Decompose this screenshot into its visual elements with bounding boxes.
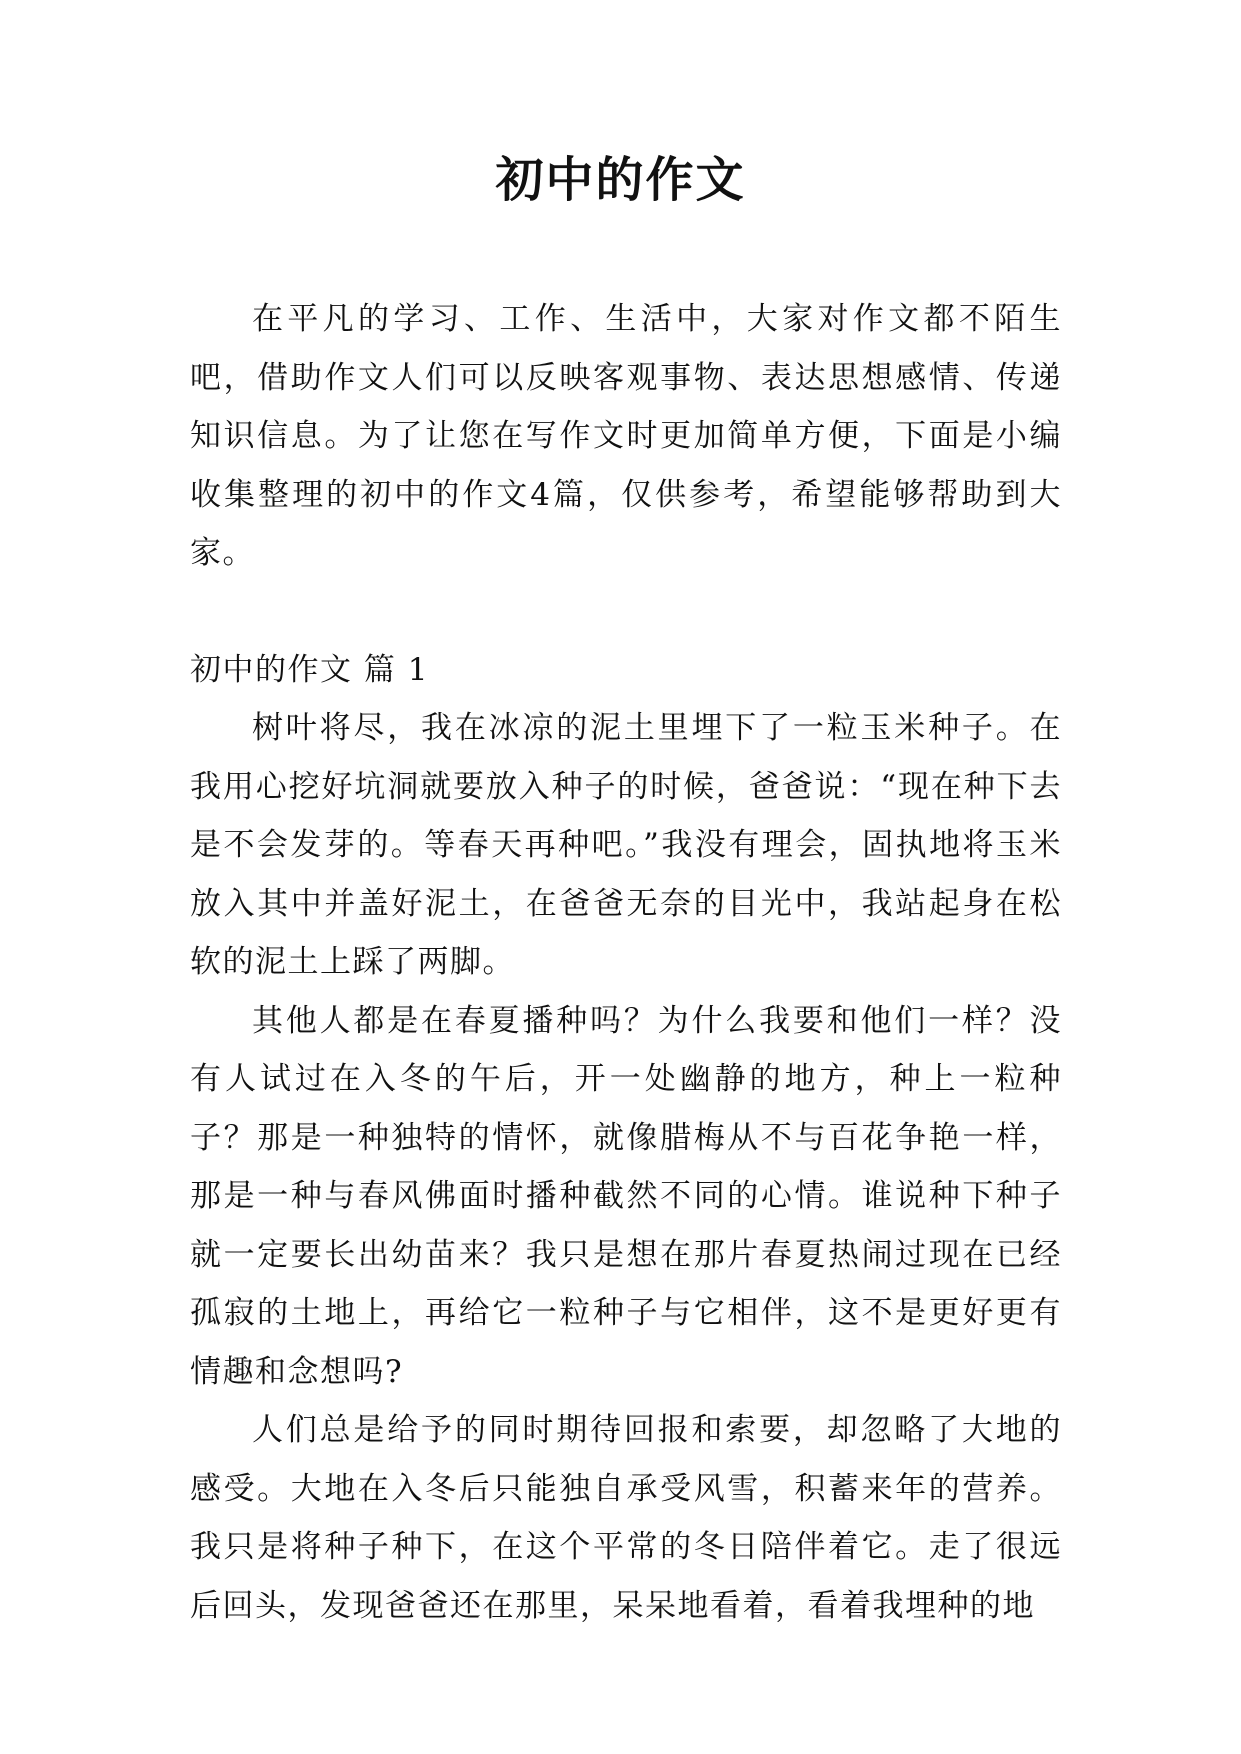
section-heading: 初中的作文 篇 1 xyxy=(190,651,429,688)
intro-paragraph: 在平凡的学习、工作、生活中，大家对作文都不陌生吧，借助作文人们可以反映客观事物、表达思想感情、传递知识信息。为了让您在写作文时更加简单方便，下面是小编收集整理的初中的作文4篇，仅供参考，希望能够帮助到大家。 xyxy=(190,301,1062,571)
document-title: 初中的作文 xyxy=(495,152,746,208)
document-body xyxy=(190,290,1062,1635)
body-paragraph-1: 树叶将尽，我在冰凉的泥土里埋下了一粒玉米种子。在我用心挖好坑洞就要放入种子的时候，爸爸说：“现在种下去是不会发芽的。等春天再种吧。”我没有理会，固执地将玉米放入其中并盖好泥土，在爸爸无奈的目光中，我站起身在松软的泥土上踩了两脚。 xyxy=(190,710,1062,980)
body-paragraph-3: 人们总是给予的同时期待回报和索要，却忽略了大地的感受。大地在入冬后只能独自承受风雪，积蓄来年的营养。我只是将种子种下，在这个平常的冬日陪伴着它。走了很远后回头，发现爸爸还在那里，呆呆地看着，看着我埋种的地 xyxy=(190,1412,1062,1624)
body-paragraph-2: 其他人都是在春夏播种吗？为什么我要和他们一样？没有人试过在入冬的午后，开一处幽静的地方，种上一粒种子？那是一种独特的情怀，就像腊梅从不与百花争艳一样，那是一种与春风佛面时播种截然不同的心情。谁说种下种子就一定要长出幼苗来？我只是想在那片春夏热闹过现在已经孤寂的土地上，再给它一粒种子与它相伴，这不是更好更有情趣和念想吗? xyxy=(190,1002,1062,1390)
